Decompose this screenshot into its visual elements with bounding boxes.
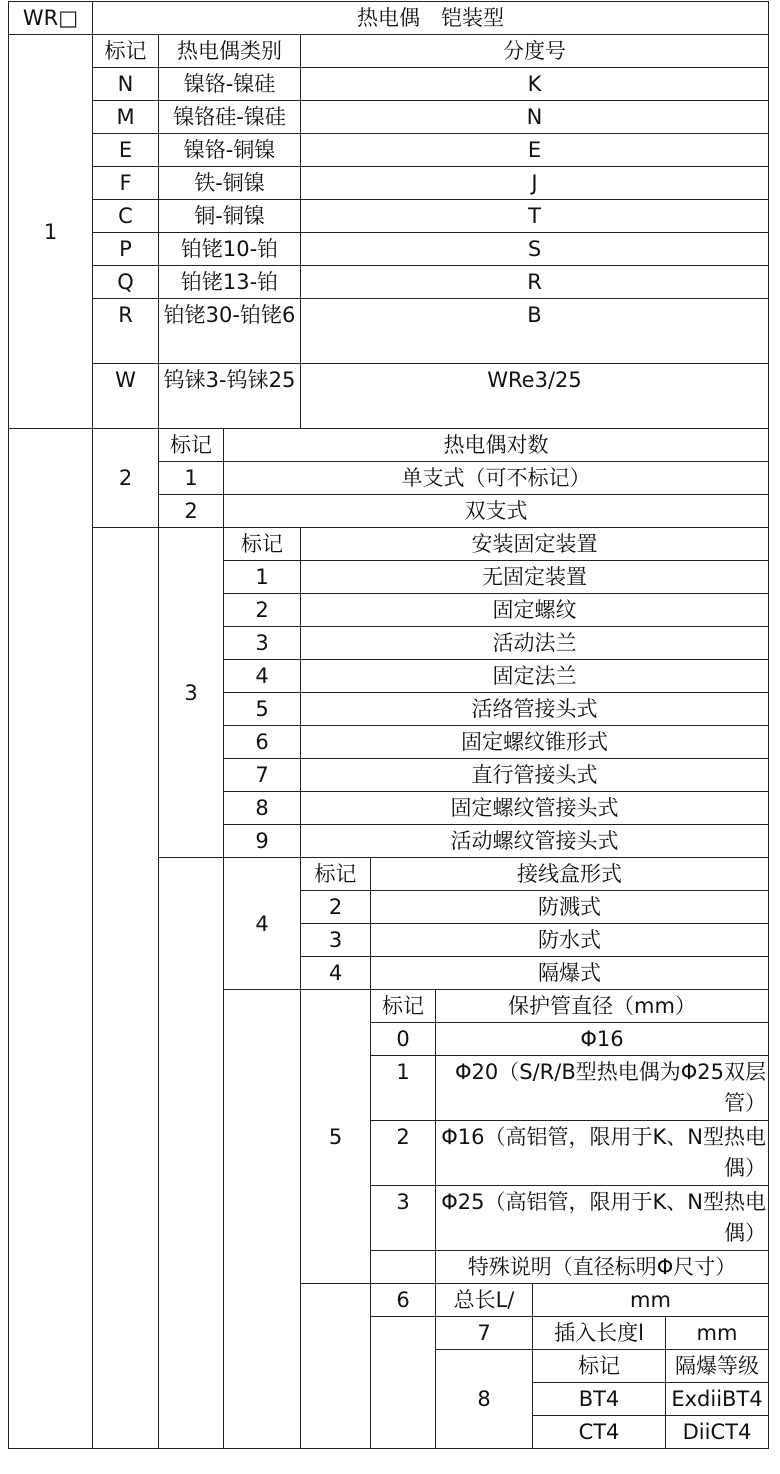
table-title: 热电偶 铠装型 xyxy=(93,2,769,35)
s3-row-text: 活络管接头式 xyxy=(301,693,769,726)
s8-row-grade: DiiCT4 xyxy=(666,1416,769,1449)
s8-row-mark: CT4 xyxy=(533,1416,666,1449)
s8-header-title: 隔爆等级 xyxy=(666,1350,769,1383)
s3-row-mark: 3 xyxy=(224,627,301,660)
s1-row-type: 镍铬-镍硅 xyxy=(159,68,301,101)
section-4-number: 4 xyxy=(224,858,301,990)
s1-row-mark: F xyxy=(93,167,159,200)
s1-row-mark: W xyxy=(93,364,159,429)
section-3-continuation xyxy=(159,858,224,1449)
section-2-continuation xyxy=(93,528,159,1449)
s3-row-text: 固定螺纹管接头式 xyxy=(301,792,769,825)
s1-row-mark: C xyxy=(93,200,159,233)
s4-row-mark: 2 xyxy=(301,891,371,924)
s1-row-mark: Q xyxy=(93,266,159,299)
s5-header-mark: 标记 xyxy=(371,990,436,1023)
s3-row-text: 固定螺纹 xyxy=(301,594,769,627)
section-5-number: 5 xyxy=(301,990,371,1284)
s5-row-mark: 1 xyxy=(371,1056,436,1121)
s4-header-title: 接线盒形式 xyxy=(371,858,769,891)
s5-row-text: Φ20（S/R/B型热电偶为Φ25双层管） xyxy=(436,1056,769,1121)
s4-row-mark: 3 xyxy=(301,924,371,957)
s1-row-grade: T xyxy=(301,200,769,233)
section-3-number: 3 xyxy=(159,528,224,858)
s1-row-mark: M xyxy=(93,101,159,134)
section-7-number: 7 xyxy=(436,1317,533,1350)
s3-row-mark: 1 xyxy=(224,561,301,594)
s3-row-mark: 8 xyxy=(224,792,301,825)
s5-row-text: Φ16 xyxy=(436,1023,769,1056)
s3-row-text: 固定螺纹锥形式 xyxy=(301,726,769,759)
s2-row-mark: 2 xyxy=(159,495,224,528)
s5-row-mark: 0 xyxy=(371,1023,436,1056)
s6-unit: mm xyxy=(533,1284,769,1317)
s5-row-text: Φ25（高铝管，限用于K、N型热电偶） xyxy=(436,1186,769,1251)
s7-unit: mm xyxy=(666,1317,769,1350)
s3-row-mark: 6 xyxy=(224,726,301,759)
s2-row-mark: 1 xyxy=(159,462,224,495)
s8-row-grade: ExdiiBT4 xyxy=(666,1383,769,1416)
model-selection-table xyxy=(8,1,769,1449)
s3-header-title: 安装固定装置 xyxy=(301,528,769,561)
s2-header-mark: 标记 xyxy=(159,429,224,462)
s1-row-grade: S xyxy=(301,233,769,266)
s1-row-grade: B xyxy=(301,299,769,364)
s1-row-type: 镍铬硅-镍硅 xyxy=(159,101,301,134)
s1-row-type: 铜-铜镍 xyxy=(159,200,301,233)
s3-row-text: 活动法兰 xyxy=(301,627,769,660)
s2-row-text: 双支式 xyxy=(224,495,769,528)
s4-row-text: 防溅式 xyxy=(371,891,769,924)
s2-row-text: 单支式（可不标记） xyxy=(224,462,769,495)
s7-label: 插入长度l xyxy=(533,1317,666,1350)
s1-header-mark: 标记 xyxy=(93,35,159,68)
s1-row-grade: N xyxy=(301,101,769,134)
s1-row-type: 铂铑13-铂 xyxy=(159,266,301,299)
s1-row-type: 铂铑10-铂 xyxy=(159,233,301,266)
s4-header-mark: 标记 xyxy=(301,858,371,891)
section-1-continuation xyxy=(9,429,93,1449)
s4-row-text: 防水式 xyxy=(371,924,769,957)
s3-row-text: 无固定装置 xyxy=(301,561,769,594)
s5-header-title: 保护管直径（mm） xyxy=(436,990,769,1023)
s4-row-mark: 4 xyxy=(301,957,371,990)
s3-row-text: 直行管接头式 xyxy=(301,759,769,792)
s1-row-type: 镍铬-铜镍 xyxy=(159,134,301,167)
s1-row-grade: K xyxy=(301,68,769,101)
s5-special-text: 特殊说明（直径标明Φ尺寸） xyxy=(436,1251,769,1284)
s4-row-text: 隔爆式 xyxy=(371,957,769,990)
s3-row-text: 固定法兰 xyxy=(301,660,769,693)
s5-row-mark: 2 xyxy=(371,1121,436,1186)
s8-header-mark: 标记 xyxy=(533,1350,666,1383)
section-1-number: 1 xyxy=(9,35,93,429)
section-4-continuation xyxy=(224,990,301,1449)
s1-row-type: 铂铑30-铂铑6 xyxy=(159,299,301,364)
s3-row-text: 活动螺纹管接头式 xyxy=(301,825,769,858)
s1-row-type: 钨铼3-钨铼25 xyxy=(159,364,301,429)
s5-special-mark xyxy=(371,1251,436,1284)
s2-header-title: 热电偶对数 xyxy=(224,429,769,462)
section-6-number: 6 xyxy=(371,1284,436,1317)
section-6-continuation xyxy=(371,1317,436,1449)
s3-row-mark: 4 xyxy=(224,660,301,693)
s1-row-mark: N xyxy=(93,68,159,101)
section-2-number: 2 xyxy=(93,429,159,528)
model-code-cell: WR□ xyxy=(9,2,93,35)
s1-row-type: 铁-铜镍 xyxy=(159,167,301,200)
s3-row-mark: 2 xyxy=(224,594,301,627)
s1-row-mark: P xyxy=(93,233,159,266)
s1-header-type: 热电偶类别 xyxy=(159,35,301,68)
s1-row-mark: E xyxy=(93,134,159,167)
s1-row-grade: E xyxy=(301,134,769,167)
s5-row-text: Φ16（高铝管，限用于K、N型热电偶） xyxy=(436,1121,769,1186)
s1-row-grade: R xyxy=(301,266,769,299)
section-8-number: 8 xyxy=(436,1350,533,1449)
s6-label: 总长L/ xyxy=(436,1284,533,1317)
s3-row-mark: 9 xyxy=(224,825,301,858)
s1-row-mark: R xyxy=(93,299,159,364)
s3-row-mark: 5 xyxy=(224,693,301,726)
s1-header-grade: 分度号 xyxy=(301,35,769,68)
s8-row-mark: BT4 xyxy=(533,1383,666,1416)
s1-row-grade: J xyxy=(301,167,769,200)
s3-row-mark: 7 xyxy=(224,759,301,792)
s3-header-mark: 标记 xyxy=(224,528,301,561)
section-5-continuation xyxy=(301,1284,371,1449)
s1-row-grade: WRe3/25 xyxy=(301,364,769,429)
s5-row-mark: 3 xyxy=(371,1186,436,1251)
